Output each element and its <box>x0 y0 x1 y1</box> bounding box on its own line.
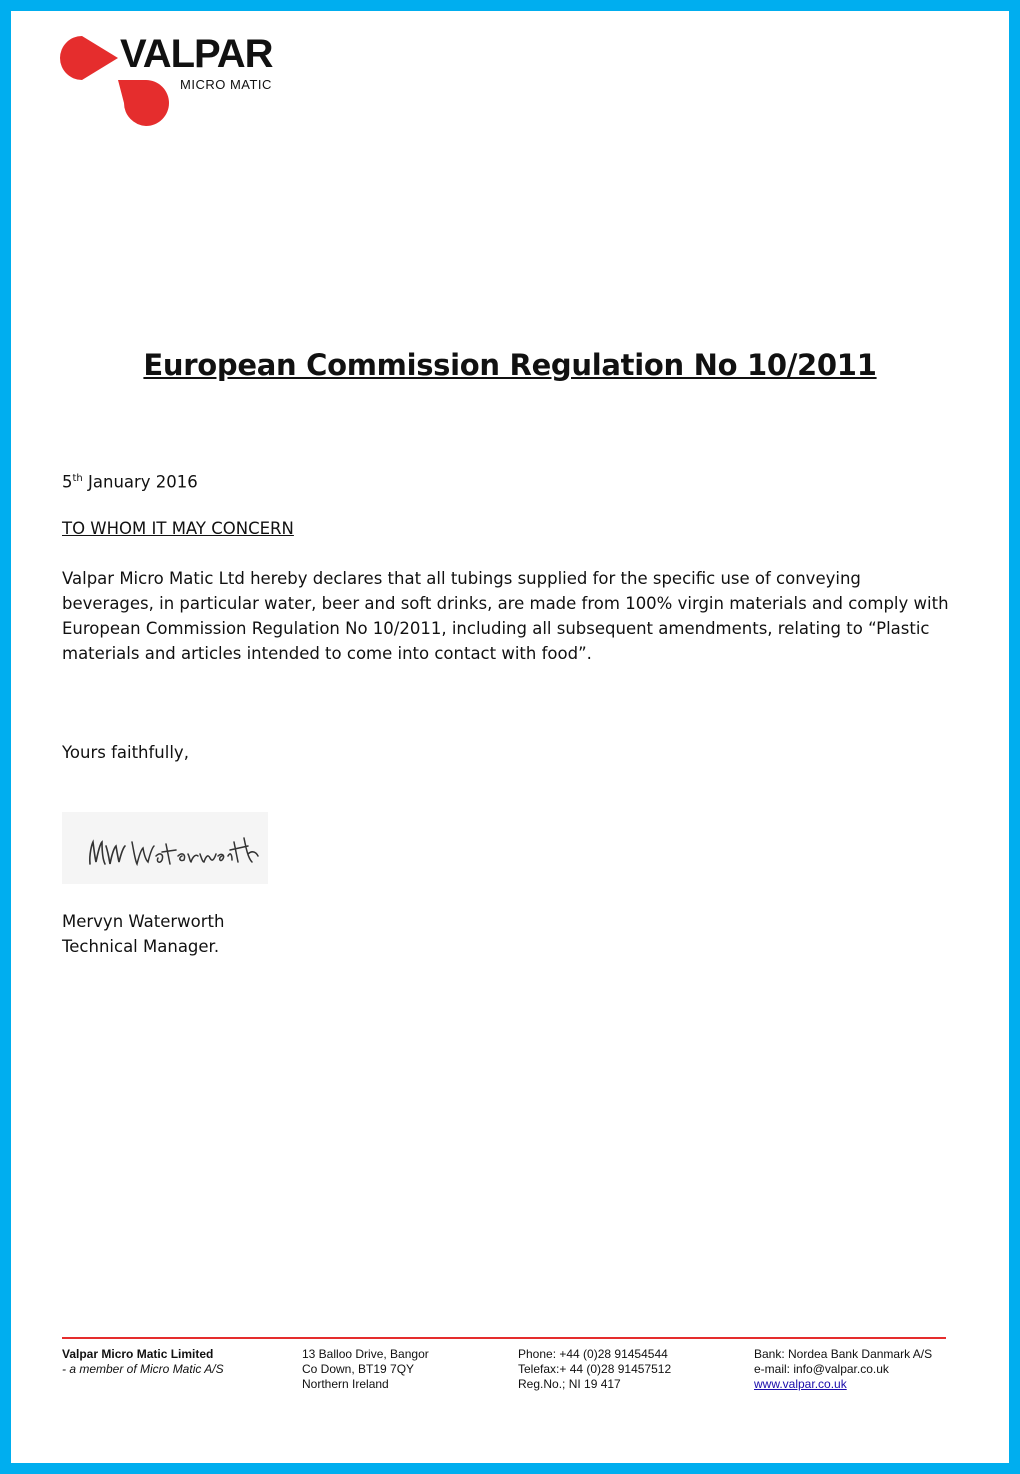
declaration-paragraph <box>62 566 952 666</box>
paragraph-line: Valpar Micro Matic Ltd hereby declares that all tubings supplied for the specific use of conveying <box>62 569 861 588</box>
letter-date: 5th January 2016 <box>62 472 198 492</box>
footer-address-line: Co Down, BT19 7QY <box>302 1362 415 1376</box>
footer-website-link[interactable]: www.valpar.co.uk <box>754 1377 847 1391</box>
footer-company-name: Valpar Micro Matic Limited <box>62 1347 214 1361</box>
footer-email: e-mail: info@valpar.co.uk <box>754 1362 889 1376</box>
footer-member-note: - a member of Micro Matic A/S <box>62 1362 224 1376</box>
footer-address-line: 13 Balloo Drive, Bangor <box>302 1347 429 1361</box>
paragraph-line: materials and articles intended to come into contact with food”. <box>62 644 592 663</box>
closing: Yours faithfully, <box>62 743 189 762</box>
signatory-title: Technical Manager. <box>62 937 220 956</box>
salutation: TO WHOM IT MAY CONCERN <box>62 519 294 538</box>
footer-fax: Telefax:+ 44 (0)28 91457512 <box>518 1362 672 1376</box>
footer-address-line: Northern Ireland <box>302 1377 389 1391</box>
paragraph-line: European Commission Regulation No 10/2011, including all subsequent amendments, relating to “Plastic <box>62 619 930 638</box>
handwritten-signature <box>62 812 268 884</box>
paragraph-line: beverages, in particular water, beer and soft drinks, are made from 100% virgin materials and comply with <box>62 594 949 613</box>
footer-divider <box>62 1337 946 1339</box>
footer-contact <box>518 1347 671 1392</box>
logo-brand: VALPAR <box>120 32 273 76</box>
footer-bank <box>754 1347 932 1392</box>
footer-bank-name: Bank: Nordea Bank Danmark A/S <box>754 1347 933 1361</box>
document-title: European Commission Regulation No 10/2011 <box>143 348 877 382</box>
logo-subtitle: MICRO MATIC <box>180 77 272 92</box>
signatory-name: Mervyn Waterworth <box>62 912 225 931</box>
footer-phone: Phone: +44 (0)28 91454544 <box>518 1347 668 1361</box>
company-logo <box>60 32 300 132</box>
footer-reg-number: Reg.No.; NI 19 417 <box>518 1377 621 1391</box>
footer-company <box>62 1347 224 1377</box>
footer-address <box>302 1347 429 1392</box>
